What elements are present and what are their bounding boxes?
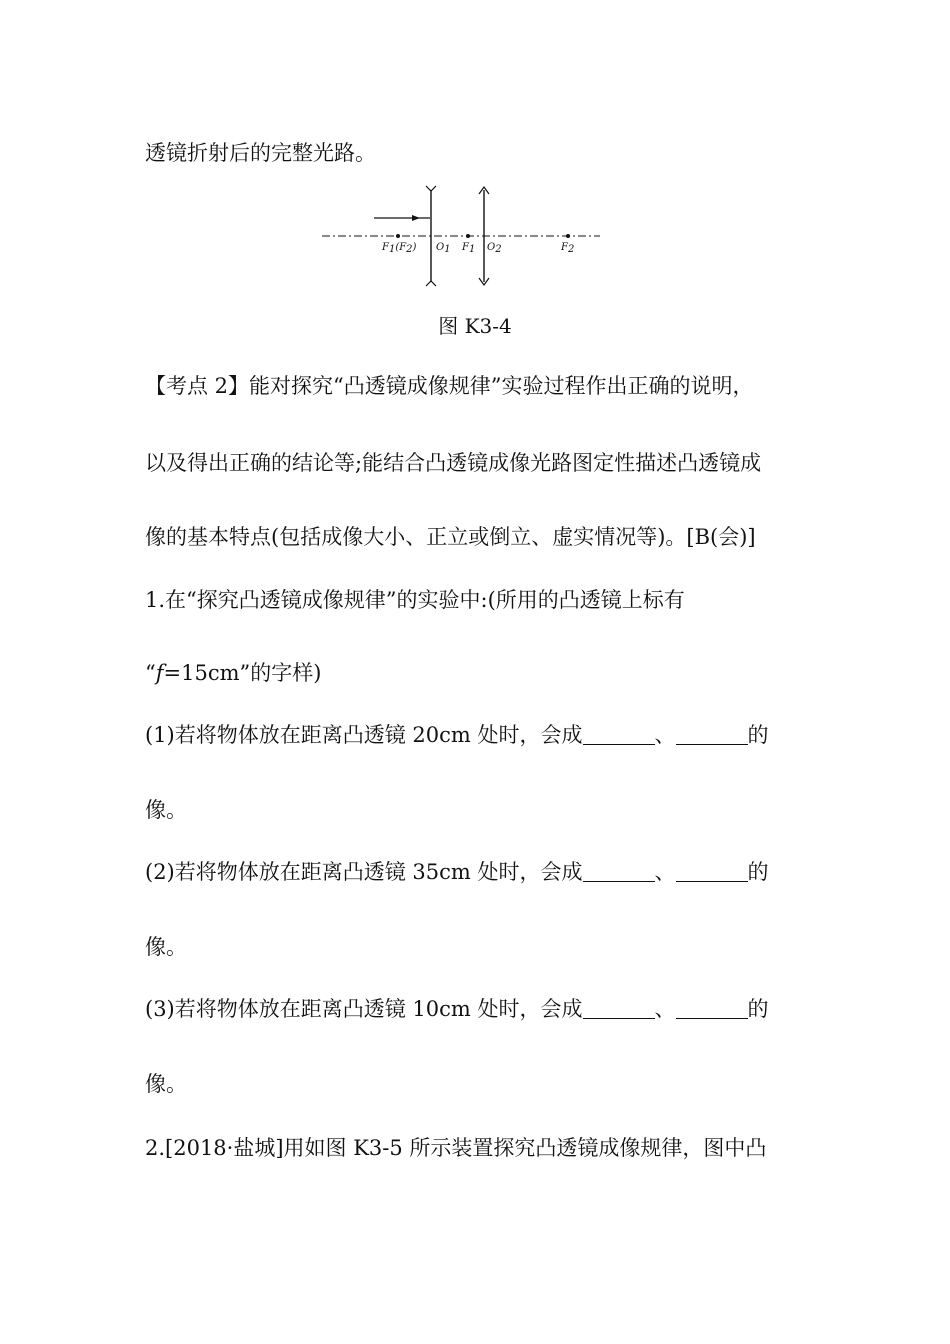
text-line xyxy=(145,796,187,824)
answer-blank[interactable] xyxy=(583,722,655,745)
label-f1f2: F1(F2) xyxy=(382,242,417,255)
text: 像。 xyxy=(145,1072,187,1096)
text: 1.在“探究凸透镜成像规律”的实验中:(所用的凸透镜上标有 xyxy=(145,588,685,612)
text: 2.[2018·盐城]用如图 K3-5 所示装置探究凸透镜成像规律，图中凸 xyxy=(145,1136,767,1160)
label-o1: O1 xyxy=(436,242,451,255)
text: (1)若将物体放在距离凸透镜 20cm 处时，会成 xyxy=(145,723,583,747)
text: 【考点 2】能对探究“凸透镜成像规律”实验过程作出正确的说明， xyxy=(145,374,754,398)
answer-blank[interactable] xyxy=(583,859,655,882)
question-2 xyxy=(145,1134,766,1162)
text-line xyxy=(145,523,756,551)
text: 的 xyxy=(747,860,769,884)
text: 、 xyxy=(654,997,676,1021)
question-1-2 xyxy=(145,858,769,886)
variable-f: f xyxy=(155,661,164,685)
answer-blank[interactable] xyxy=(676,859,748,882)
question-1-1 xyxy=(145,721,769,749)
text: 、 xyxy=(654,860,676,884)
answer-blank[interactable] xyxy=(676,722,748,745)
figure-caption: 图 K3-4 xyxy=(438,314,512,338)
text-line xyxy=(145,1070,187,1098)
text-line xyxy=(145,139,376,167)
text-line xyxy=(145,586,685,614)
text: 的 xyxy=(747,997,769,1021)
lens-diagram xyxy=(318,182,608,292)
focal-point-f2 xyxy=(566,234,570,238)
question-1-3 xyxy=(145,995,769,1023)
label-f1: F1 xyxy=(462,242,476,255)
text: 、 xyxy=(654,723,676,747)
text-line xyxy=(145,449,761,477)
label-o2: O2 xyxy=(487,242,502,255)
text: 像。 xyxy=(145,935,187,959)
text: (3)若将物体放在距离凸透镜 10cm 处时，会成 xyxy=(145,997,583,1021)
label-f2: F2 xyxy=(561,242,575,255)
text-line xyxy=(145,933,187,961)
answer-blank[interactable] xyxy=(583,996,655,1019)
answer-blank[interactable] xyxy=(676,996,748,1019)
text: =15cm”的字样) xyxy=(163,661,322,685)
focal-point-f1 xyxy=(466,234,470,238)
text-line xyxy=(145,659,321,687)
text: 像的基本特点(包括成像大小、正立或倒立、虚实情况等)。[B(会)] xyxy=(145,525,756,549)
text: 透镜折射后的完整光路。 xyxy=(145,141,376,165)
text: 以及得出正确的结论等;能结合凸透镜成像光路图定性描述凸透镜成 xyxy=(145,451,762,475)
text: 的 xyxy=(747,723,769,747)
text-line xyxy=(145,372,754,400)
text: (2)若将物体放在距离凸透镜 35cm 处时，会成 xyxy=(145,860,583,884)
text: “ xyxy=(145,661,156,685)
ray-arrow xyxy=(412,215,420,221)
focal-point-f1f2 xyxy=(396,234,400,238)
text: 像。 xyxy=(145,798,187,822)
